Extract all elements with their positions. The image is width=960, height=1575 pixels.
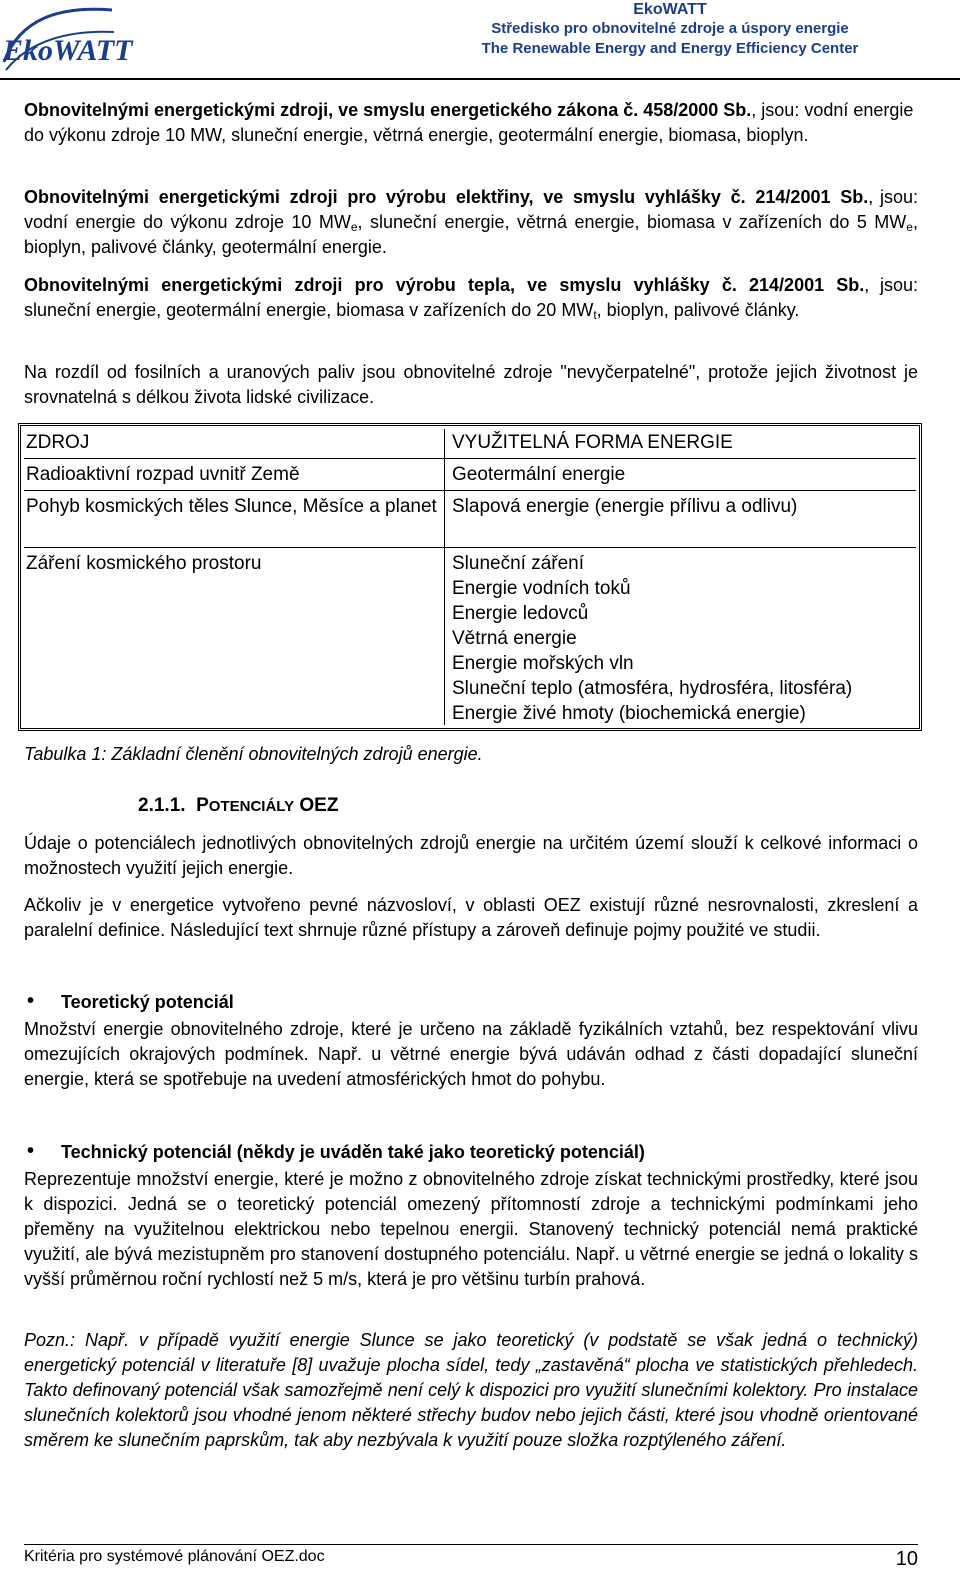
p2-bold: Obnovitelnými energetickými zdroji pro výrobu elektřiny, ve smyslu vyhlášky č. 214/2001 Sb. bbox=[24, 187, 869, 207]
table-form-item: Energie vodních toků bbox=[452, 578, 631, 599]
header-org-name: EkoWATT bbox=[633, 1, 707, 18]
table-row-divider bbox=[24, 547, 916, 548]
section-title-smallcaps: OTENCIÁLY bbox=[208, 798, 295, 815]
p2-c: , bioplyn, palivové články, geotermální energie. bbox=[24, 212, 918, 257]
table-form-item: Energie mořských vln bbox=[452, 653, 634, 674]
p3-sub: t bbox=[593, 308, 597, 322]
table-cell-forms-list bbox=[452, 551, 912, 726]
table-cell-source: Radioaktivní rozpad uvnitř Země bbox=[26, 464, 300, 485]
paragraph-terminology: Ačkoliv je v energetice vytvořeno pevné názvosloví, v oblasti OEZ existují různé nesrovnalosti, zkreslení a paralelní definice. Následující text shrnuje různé přístupy a zároveň definuje pojmy použité ve studii. bbox=[24, 895, 918, 940]
paragraph-energy-law bbox=[24, 98, 918, 148]
bullet-title-theoretical: Teoretický potenciál bbox=[61, 992, 234, 1012]
footer-divider bbox=[24, 1544, 918, 1545]
paragraph-electricity bbox=[24, 185, 918, 260]
table-cell-form: Slapová energie (energie přílivu a odlivu) bbox=[452, 496, 798, 517]
section-heading bbox=[138, 795, 338, 817]
p1-rest: , jsou: vodní energie do výkonu zdroje 10 MW, sluneční energie, větrná energie, geotermální energie, biomasa, bioplyn. bbox=[24, 100, 914, 145]
logo-text: EkoWATT bbox=[3, 34, 133, 67]
header-divider bbox=[0, 78, 960, 80]
bullet-body-theoretical: Množství energie obnovitelného zdroje, které je určeno na základě fyzikálních vztahů, bez respektování vlivu omezujících okrajových podmínek. Např. u větrné energie bývá udáván odhad z části dopadající sluneční energie, která se spotřebuje na uvedení atmosférických hmot do pohybu. bbox=[24, 1019, 918, 1089]
p2-b: , sluneční energie, větrná energie, biomasa v zařízeních do 5 MW bbox=[357, 212, 907, 232]
note-paragraph: Pozn.: Např. v případě využití energie Slunce se jako teoretický (v podstatě se však jedná o technický) energetický potenciál v literatuře [8] uvažuje plocha sídel, tedy „zastavěná“ plocha ve statistických přehledech. Takto definovaný potenciál však samozřejmě není celý k dispozici pro využití slunečními kolektory. Pro instalace slunečních kolektorů jsou vhodné jenom některé střechy budov nebo jejich části, které jsou vhodně orientované směrem ke slunečním paprskům, tak aby nezbývala k využití pouze složka rozptýleného záření. bbox=[24, 1330, 918, 1450]
p2-a: , jsou: vodní energie do výkonu zdroje 10 MW bbox=[24, 187, 919, 232]
section-title-oez: OEZ bbox=[299, 795, 339, 816]
p3-bold: Obnovitelnými energetickými zdroji pro výrobu tepla, ve smyslu vyhlášky č. 214/2001 Sb. bbox=[24, 275, 865, 295]
p1-bold: Obnovitelnými energetickými zdroji, ve smyslu energetického zákona č. 458/2000 Sb. bbox=[24, 100, 752, 120]
footer-page-number: 10 bbox=[895, 1548, 918, 1570]
header-line-en: The Renewable Energy and Energy Efficiency Center bbox=[481, 40, 859, 57]
bullet-body-technical: Reprezentuje množství energie, které je možno z obnovitelného zdroje získat technickými prostředky, které jsou k dispozici. Jedná se o teoretický potenciál omezený přítomností zdroje a technickými podmínkami jeho přeměny na využitelnou elektrickou nebo tepelnou energii. Stanovený technický potenciál nemá praktické využití, ale bývá mezistupněm pro stanovení dostupného potenciálu. Např. u větrné energie se jedná o lokality s vyšší průměrnou roční rychlostí než 5 m/s, která je pro většinu turbín prahová. bbox=[24, 1169, 918, 1289]
table-row-divider bbox=[24, 458, 916, 459]
table-header-energy-form: VYUŽITELNÁ FORMA ENERGIE bbox=[452, 432, 733, 453]
table-form-item: Energie živé hmoty (biochemická energie) bbox=[452, 703, 806, 724]
table-form-item: Energie ledovců bbox=[452, 603, 589, 624]
p3-a: , jsou: sluneční energie, geotermální energie, biomasa v zařízeních do 20 MW bbox=[24, 275, 918, 320]
p2-sub1: e bbox=[350, 220, 358, 234]
bullet-icon: • bbox=[27, 1140, 35, 1162]
paragraph-potentials-intro: Údaje o potenciálech jednotlivých obnovitelných zdrojů energie na určitém území slouží k celkové informaci o možnostech využití jejich energie. bbox=[24, 833, 918, 878]
table-form-item: Sluneční teplo (atmosféra, hydrosféra, litosféra) bbox=[452, 678, 853, 699]
paragraph-heat bbox=[24, 273, 918, 323]
section-title-initial: P bbox=[196, 795, 209, 816]
p3-b: , bioplyn, palivové články. bbox=[596, 300, 800, 320]
section-number: 2.1.1. bbox=[138, 795, 186, 816]
table-form-item: Sluneční záření bbox=[452, 553, 585, 574]
bullet-icon: • bbox=[27, 990, 35, 1012]
table-header-source: ZDROJ bbox=[26, 432, 90, 453]
footer-document-name: Kritéria pro systémové plánování OEZ.doc bbox=[24, 1548, 325, 1565]
table-cell-form: Geotermální energie bbox=[452, 464, 626, 485]
p2-sub2: e bbox=[906, 220, 913, 234]
ekowatt-logo bbox=[0, 0, 133, 80]
paragraph-inexhaustible: Na rozdíl od fosilních a uranových paliv jsou obnovitelné zdroje "nevyčerpatelné", protože jejich životnost je srovnatelná s délkou života lidské civilizace. bbox=[24, 362, 918, 407]
renewable-sources-table bbox=[18, 423, 922, 731]
table-column-divider bbox=[444, 429, 445, 725]
table-caption: Tabulka 1: Základní členění obnovitelných zdrojů energie. bbox=[24, 744, 483, 764]
table-row-divider bbox=[24, 490, 916, 491]
bullet-title-technical: Technický potenciál (někdy je uváděn také jako teoretický potenciál) bbox=[61, 1142, 645, 1162]
table-cell-source: Pohyb kosmických těles Slunce, Měsíce a planet bbox=[26, 496, 437, 517]
header-line-cz: Středisko pro obnovitelné zdroje a úspory energie bbox=[491, 20, 849, 37]
table-cell-source: Záření kosmického prostoru bbox=[26, 553, 262, 574]
table-form-item: Větrná energie bbox=[452, 628, 577, 649]
